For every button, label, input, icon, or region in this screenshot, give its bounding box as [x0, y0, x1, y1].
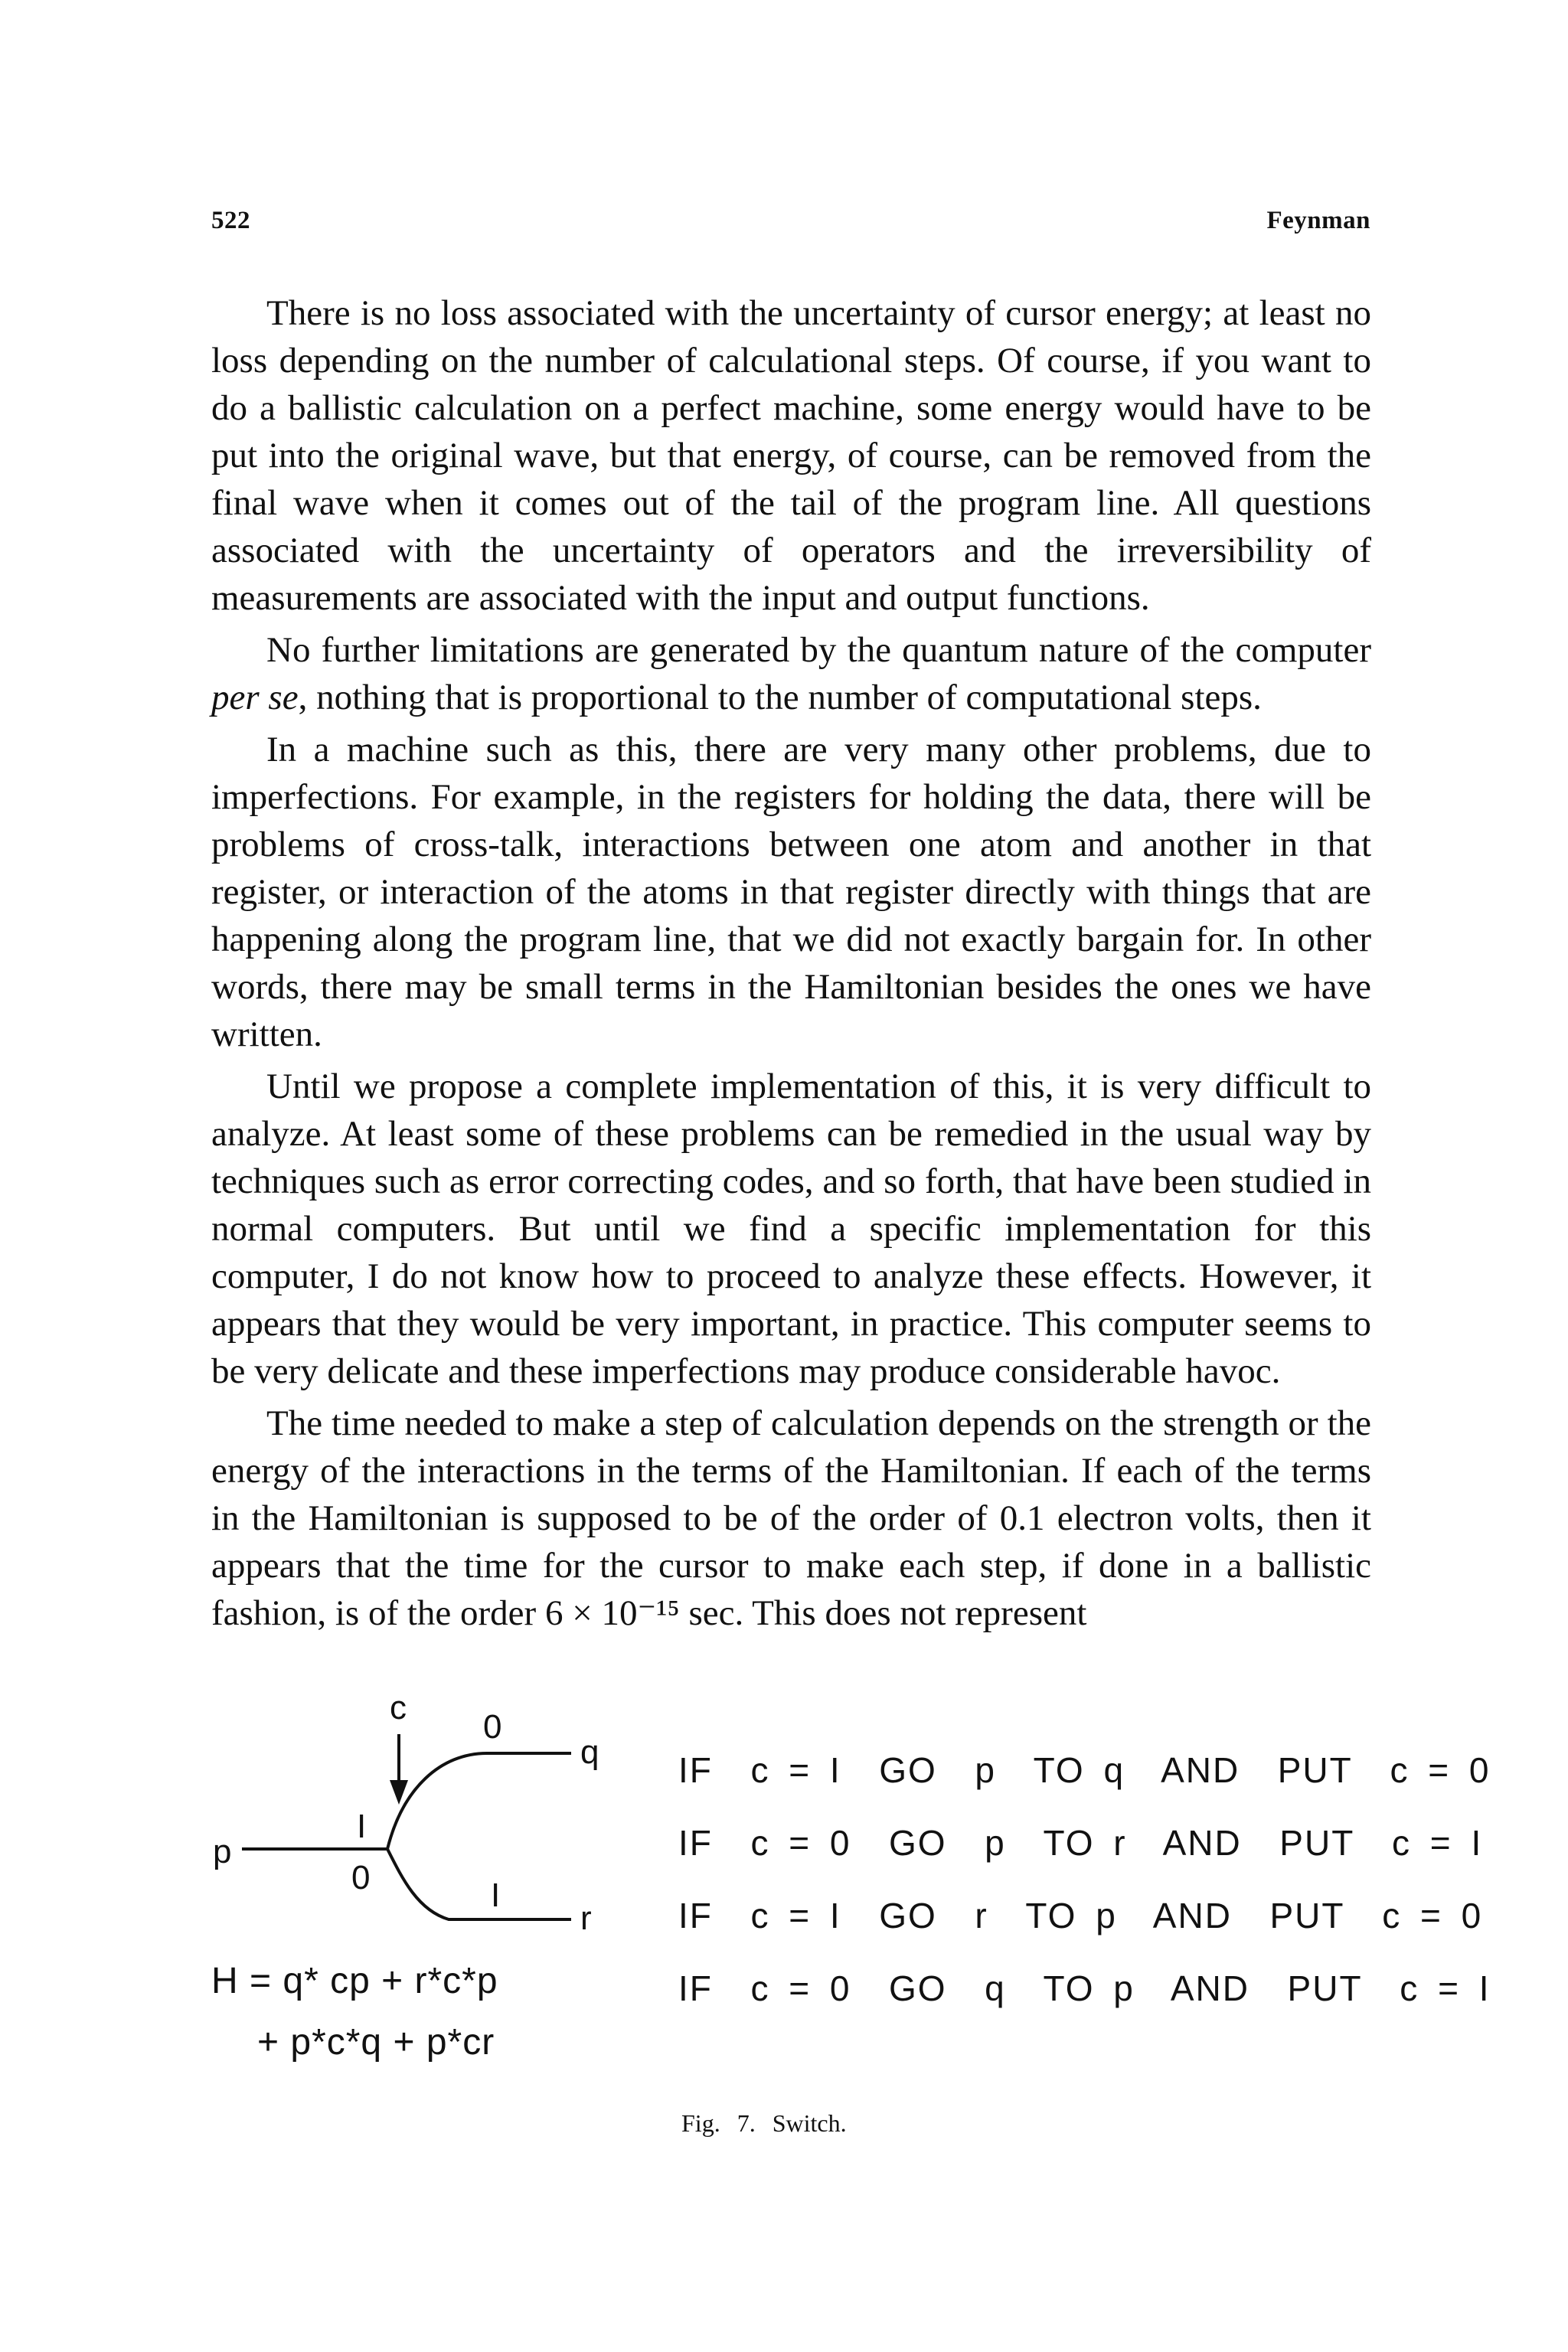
- paragraph-2-before: No further limitations are generated by the quantum nature of the computer: [266, 630, 1371, 670]
- paragraph-5: The time needed to make a step of calculation depends on the strength or the energy of the interactions in the terms of the Hamiltonian. If each of the terms in the Hamiltonian is supposed to be of the order of 0.1 electron volts, then it appears that the time for the cursor to make each step, if done in a ballistic fashion, is of the order 6 × 10⁻¹⁵ sec. This does not represent: [211, 1403, 1371, 1633]
- rule-4: IF c = 0 GO q TO p AND PUT c = I: [678, 1968, 1491, 2008]
- label-top-zero: 0: [483, 1708, 502, 1746]
- rule-2: IF c = 0 GO p TO r AND PUT c = I: [678, 1823, 1483, 1863]
- label-one-lower: I: [491, 1877, 501, 1914]
- switch-rules: [678, 1749, 1491, 2040]
- body-text: [211, 289, 1371, 1642]
- figure-switch: [211, 1673, 1491, 2132]
- paragraph-2-after: , nothing that is proportional to the number of computational steps.: [298, 678, 1262, 717]
- paragraph-2: [211, 626, 1371, 721]
- page-number: 522: [211, 207, 250, 234]
- switch-diagram: [211, 1673, 640, 1949]
- hamiltonian-line-2: + p*c*q + p*cr: [257, 2022, 495, 2063]
- label-zero-lower: 0: [351, 1859, 371, 1896]
- paragraph-1: There is no loss associated with the uncertainty of cursor energy; at least no loss depending on the number of calculational steps. Of course, if you want to do a ballistic calculation on a perfect machine, some energy would have to be put into the original wave, but that energy, of course, can be removed from the final wave when it comes out of the tail of the program line. All questions associated with the uncertainty of operators and the irreversibility of measurements are associated with the input and output functions.: [211, 293, 1371, 618]
- paragraph-2-italic: per se: [211, 678, 299, 717]
- label-p: p: [213, 1833, 232, 1870]
- running-head: Feynman: [1266, 207, 1370, 234]
- hamiltonian-line-1: H = q* cp + r*c*p: [211, 1961, 498, 2001]
- q-branch: [387, 1753, 571, 1849]
- cursor-arrowhead: [390, 1780, 408, 1805]
- rule-3: IF c = I GO r TO p AND PUT c = 0: [678, 1896, 1483, 1936]
- label-r: r: [580, 1900, 592, 1937]
- label-q: q: [580, 1733, 599, 1771]
- paragraph-4: Until we propose a complete implementation of this, it is very difficult to analyze. At least some of these problems can be remedied in the usual way by techniques such as error correcting codes, and so forth, that have been studied in normal computers. But until we find a specific implementation for this computer, I do not know how to proceed to analyze these effects. However, it appears that they would be very important, in practice. This computer seems to be very delicate and these imperfections may produce considerable havoc.: [211, 1067, 1371, 1391]
- paragraph-3: In a machine such as this, there are very many other problems, due to imperfections. For example, in the registers for holding the data, there will be problems of cross-talk, interactions between one atom and another in that register, or interaction of the atoms in that register directly with things that are happening along the program line, that we did not exactly bargain for. In other words, there may be small terms in the Hamiltonian besides the ones we have written.: [211, 730, 1371, 1054]
- r-branch: [387, 1849, 571, 1919]
- label-one-upper: I: [357, 1808, 367, 1845]
- label-c: c: [390, 1689, 407, 1726]
- rule-1: IF c = I GO p TO q AND PUT c = 0: [678, 1750, 1491, 1790]
- figure-caption: Fig. 7. Switch.: [681, 2109, 847, 2137]
